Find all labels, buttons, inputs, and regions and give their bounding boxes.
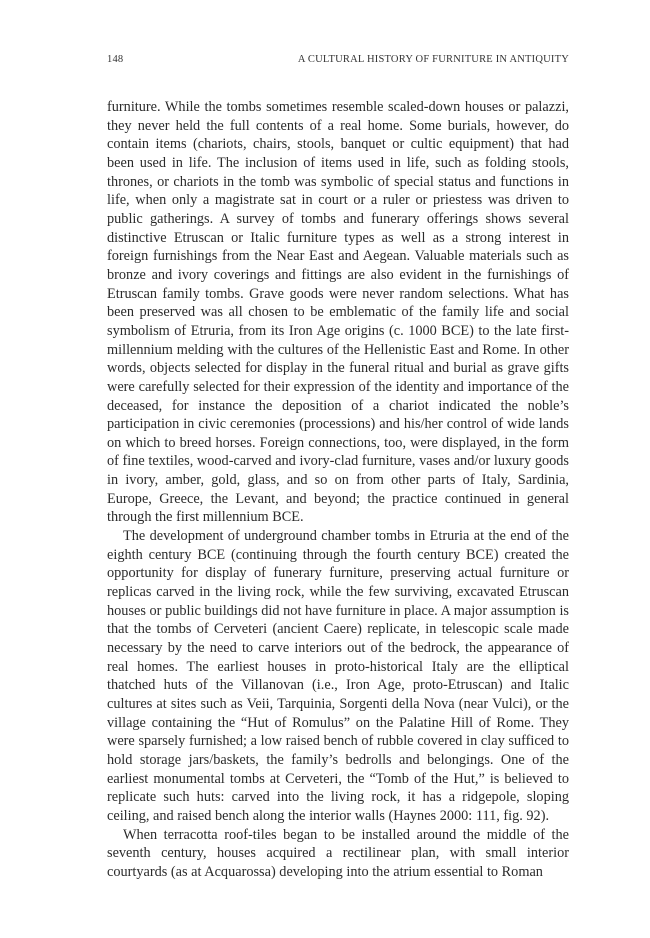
running-title: A CULTURAL HISTORY OF FURNITURE IN ANTIQUITY: [297, 54, 569, 65]
paragraph: The development of underground chamber tombs in Etruria at the end of the eighth century BCE (continuing through the fourth century BCE) created the opportunity for display of funerary furniture, preserving actual furniture or replicas carved in the living rock, while the few surviving, excavated Etruscan houses or public buildings did not have furniture in place. A major assumption is that the tombs of Cerveteri (ancient Caere) replicate, in telescopic scale made necessary by the need to carve interiors out of the bedrock, the appearance of real homes. The earliest houses in proto-historical Italy are the elliptical thatched huts of the Villanovan (i.e., Iron Age, proto-Etruscan) and Italic cultures at sites such as Veii, Tarquinia, Sorgenti della Nova (near Vulci), or the village containing the “Hut of Romulus” on the Palatine Hill of Rome. They were sparsely furnished; a low raised bench of rubble covered in clay sufficed to hold storage jars/baskets, the family’s bedrolls and belongings. One of the earliest monumental tombs at Cerveteri, the “Tomb of the Hut,” is believed to replicate such huts: carved into the living rock, it has a ridgepole, sloping ceiling, and raised bench along the interior walls (Haynes 2000: 111, fig. 92).: [107, 528, 569, 824]
body-text: [107, 98, 569, 882]
page-number: 148: [107, 54, 124, 65]
running-head: [107, 54, 569, 70]
paragraph: furniture. While the tombs sometimes resemble scaled-down houses or palazzi, they never held the full contents of a real home. Some burials, however, do contain items (chariots, chairs, stools, banquet or cultic equipment) that had been used in life. The inclusion of items used in life, such as folding stools, thrones, or chariots in the tomb was symbolic of special status and functions in life, when only a magistrate sat in court or a ruler or priestess was driven to public gatherings. A survey of tombs and funerary offerings shows several distinctive Etruscan or Italic furniture types as well as a strong interest in foreign furnishings from the Near East and Aegean. Valuable materials such as bronze and ivory coverings and fittings are also evident in the furnishings of Etruscan family tombs. Grave goods were never random selections. What has been preserved was all chosen to be emblematic of the family life and social symbolism of Etruria, from its Iron Age origins (c. 1000 BCE) to the late first-millennium melding with the cultures of the Hellenistic East and Rome. In other words, objects selected for display in the funeral ritual and burial as grave gifts were carefully selected for their expression of the identity and importance of the deceased, for instance the deposition of a chariot indicated the noble’s participation in civic ceremonies (processions) and his/her control of wide lands on which to breed horses. Foreign connections, too, were displayed, in the form of fine textiles, wood-carved and ivory-clad furniture, vases and/or luxury goods in ivory, amber, gold, glass, and so on from other parts of Italy, Sardinia, Europe, Greece, the Levant, and beyond; the practice continued in general through the first millennium BCE.: [107, 99, 569, 526]
paragraph: When terracotta roof-tiles began to be installed around the middle of the seventh century, houses acquired a rectilinear plan, with small interior courtyards (as at Acquarossa) developing into the atrium essential to Roman: [107, 826, 569, 880]
